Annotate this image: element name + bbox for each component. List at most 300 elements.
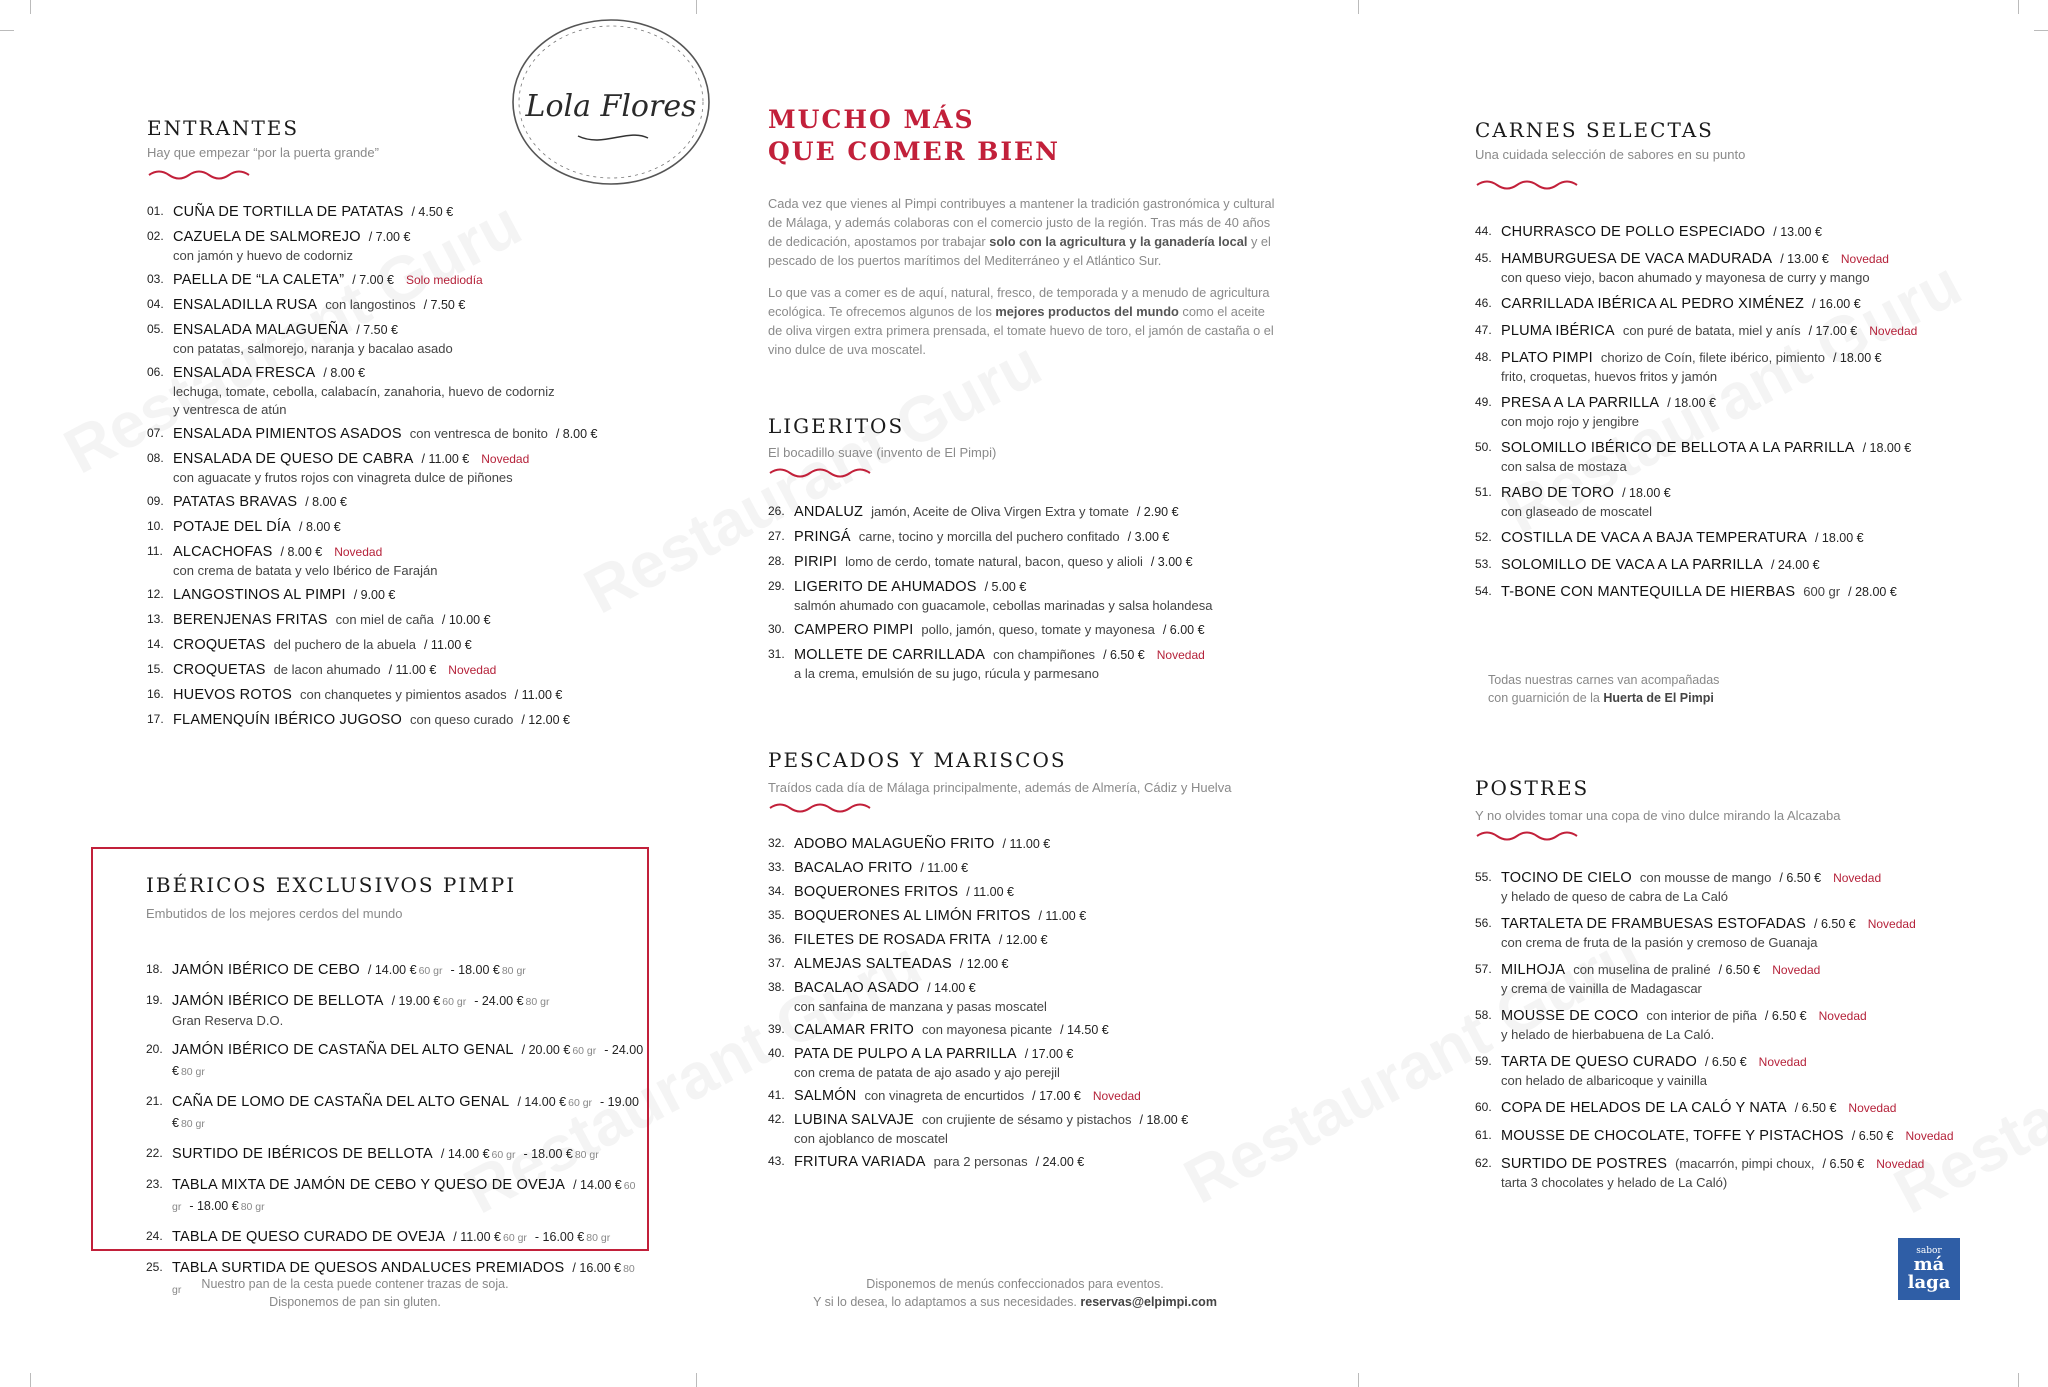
menu-item [768,906,1328,926]
item-number: 10. [147,519,164,533]
item-body [1501,222,2035,242]
item-body [1501,1052,2035,1090]
item-price: / 14.00 € [517,1095,567,1109]
item-body [172,1144,646,1165]
item-price: / 7.50 € [356,323,398,337]
ligeritos-list [768,502,1328,688]
menu-item [147,363,637,419]
item-price: / 7.00 € [368,230,411,244]
crop-mark [30,1373,31,1387]
item-weight: 60 gr [172,1180,636,1213]
item-description: con ventresca de bonito [409,426,548,441]
item-name: HUEVOS ROTOS [173,687,292,703]
item-body [1501,1154,2035,1192]
item-name: ANDALUZ [794,504,864,520]
item-number: 26. [768,504,785,518]
menu-item [146,1040,646,1082]
item-number: 04. [147,297,164,311]
item-body [794,834,1328,854]
section-title-carnes: CARNES SELECTAS [1475,118,1714,142]
item-number: 09. [147,494,164,508]
item-price: / 6.00 € [1162,623,1205,637]
item-body [794,620,1328,640]
item-price: / 6.50 € [1814,917,1856,931]
item-name: SOLOMILLO IBÉRICO DE BELLOTA A LA PARRILLA [1501,440,1855,456]
item-price: / 7.00 € [352,273,394,287]
item-number: 59. [1475,1054,1492,1068]
menu-item [768,1110,1328,1148]
item-weight: 80 gr [180,1118,205,1130]
item-body [794,906,1328,926]
lola-flores-logo [508,16,714,188]
item-name: TABLA DE QUESO CURADO DE OVEJA [172,1229,446,1245]
menu-item [1475,1006,2035,1044]
crop-mark [2034,30,2048,31]
item-subtext: y helado de queso de cabra de La Caló [1501,889,1728,904]
item-description: con vinagreta de encurtidos [864,1088,1025,1103]
item-name: PATA DE PULPO A LA PARRILLA [794,1046,1017,1062]
item-name: PLUMA IBÉRICA [1501,323,1615,339]
novedad-tag: Novedad [1758,1055,1807,1069]
item-description: con mousse de mango [1639,870,1772,885]
item-name: ENSALADA MALAGUEÑA [173,322,349,338]
item-name: JAMÓN IBÉRICO DE BELLOTA [172,993,384,1009]
item-subtext: con queso viejo, bacon ahumado y mayonesa de curry y mango [1501,270,1870,285]
novedad-tag: Novedad [1156,648,1205,662]
item-name: ENSALADILLA RUSA [173,297,318,313]
menu-item [768,620,1328,640]
novedad-tag: Novedad [1772,963,1821,977]
section-subtitle-ligeritos: El bocadillo suave (invento de El Pimpi) [768,445,997,460]
item-weight: 80 gr [240,1201,265,1213]
footer-events-note: Disponemos de menús confeccionados para eventos. Y si lo desea, lo adaptamos a sus necesidades. reservas@elpimpi.com [813,1277,1217,1309]
item-price: / 9.00 € [353,588,396,602]
menu-item [1475,348,2035,386]
item-body [794,858,1328,878]
item-body [1501,582,2035,602]
menu-item [1475,1126,2035,1146]
item-body [172,1040,646,1082]
item-price: / 18.00 € [1862,441,1912,455]
item-price: / 11.00 € [1038,909,1087,923]
item-number: 19. [146,993,163,1007]
item-number: 25. [146,1260,163,1274]
item-description: de lacon ahumado [273,662,381,677]
item-number: 08. [147,451,164,465]
item-description: con muselina de praliné [1573,962,1711,977]
item-number: 49. [1475,395,1492,409]
item-name: BERENJENAS FRITAS [173,612,328,628]
item-price: / 6.50 € [1718,963,1761,977]
item-name: TARTA DE QUESO CURADO [1501,1054,1697,1070]
item-body [173,363,637,419]
item-price: / 18.00 € [1622,486,1671,500]
item-weight: 80 gr [574,1149,599,1161]
section-subtitle-entrantes: Hay que empezar “por la puerta grande” [147,145,379,160]
item-subtext: con glaseado de moscatel [1501,504,1653,519]
item-number: 05. [147,322,164,336]
section-subtitle-ibericos: Embutidos de los mejores cerdos del mundo [146,906,403,921]
item-number: 12. [147,587,164,601]
item-weight: 60 gr [502,1232,527,1244]
section-title-entrantes: ENTRANTES [147,116,300,140]
item-price: / 11.00 € [388,663,437,677]
item-number: 60. [1475,1100,1492,1114]
item-subtext: con jamón y huevo de codorniz [173,248,353,263]
item-name: LUBINA SALVAJE [794,1112,914,1128]
item-subtext: y helado de hierbabuena de La Caló. [1501,1027,1715,1042]
item-price: / 14.00 € [440,1147,490,1161]
item-subtext: lechuga, tomate, cebolla, calabacín, zanahoria, huevo de codorniz [173,384,555,399]
item-price: / 17.00 € [1808,324,1858,338]
section-subtitle-postres: Y no olvides tomar una copa de vino dulce mirando la Alcazaba [1475,808,1841,823]
item-price: / 18.00 € [1832,351,1882,365]
item-name: PATATAS BRAVAS [173,494,298,510]
item-price: / 17.00 € [1032,1089,1081,1103]
item-number: 02. [147,229,164,243]
item-body [794,645,1328,683]
item-subtext: con mojo rojo y jengibre [1501,414,1640,429]
item-price: / 8.00 € [299,520,341,534]
menu-item [768,502,1328,522]
item-body [794,527,1328,547]
menu-item [768,1152,1328,1172]
item-price: / 11.00 € [920,861,969,875]
menu-item [147,635,637,655]
item-price: / 7.50 € [423,298,466,312]
item-number: 03. [147,272,164,286]
item-number: 11. [147,544,163,558]
menu-item [1475,582,2035,602]
menu-item [768,1020,1328,1040]
item-weight: 60 gr [418,965,443,977]
crop-mark [696,1373,697,1387]
ibericos-list [146,960,646,1310]
item-number: 61. [1475,1128,1492,1142]
menu-item [768,834,1328,854]
item-body [794,1044,1328,1082]
item-body [794,577,1328,615]
item-body [794,1110,1328,1148]
item-name: RABO DE TORO [1501,485,1615,501]
menu-item [147,585,637,605]
item-body [794,1152,1328,1172]
item-name: PRINGÁ [794,529,851,545]
item-price: / 6.50 € [1822,1157,1865,1171]
menu-item [1475,1154,2035,1192]
item-name: COSTILLA DE VACA A BAJA TEMPERATURA [1501,530,1807,546]
crop-mark [30,0,31,14]
crop-mark [1358,1373,1359,1387]
item-body [173,610,637,630]
item-body [794,954,1328,974]
item-number: 55. [1475,870,1492,884]
item-price: / 5.00 € [984,580,1027,594]
menu-item [147,270,637,290]
menu-item [146,960,646,981]
item-price-large: - 18.00 € [189,1199,239,1213]
item-name: TABLA MIXTA DE JAMÓN DE CEBO Y QUESO DE OVEJA [172,1177,566,1193]
item-price: / 24.00 € [1035,1155,1085,1169]
item-number: 62. [1475,1156,1492,1170]
item-name: MOLLETE DE CARRILLADA [794,647,986,663]
item-subtext: con salsa de mostaza [1501,459,1627,474]
menu-item [1475,960,2035,998]
item-number: 57. [1475,962,1492,976]
item-description: con interior de piña [1646,1008,1757,1023]
novedad-tag: Solo mediodía [406,273,483,287]
item-body [1501,1006,2035,1044]
intro-paragraph-1: Cada vez que vienes al Pimpi contribuyes a mantener la tradición gastronómica y cultural de Málaga, y además colaboras con el comercio justo de la región. Tras más de 40 años de dedicación, apostamos por trabajar solo con la agricultura y la ganadería local y el pescado de los puertos marítimos del Mediterráneo y el Atlántico Sur. [768,196,1275,268]
novedad-tag: Novedad [448,663,497,677]
email-link[interactable]: reservas@elpimpi.com [1080,1295,1217,1309]
item-price: / 6.50 € [1704,1055,1747,1069]
item-subtext: tarta 3 chocolates y helado de La Caló) [1501,1175,1728,1190]
menu-item [147,517,637,537]
item-name: T-BONE CON MANTEQUILLA DE HIERBAS [1501,584,1796,600]
item-description: con crujiente de sésamo y pistachos [921,1112,1132,1127]
item-name: BACALAO ASADO [794,980,920,996]
menu-item [146,1227,646,1248]
item-price-large: - 18.00 € [450,963,500,977]
novedad-tag: Novedad [334,545,383,559]
section-title-pescados: PESCADOS Y MARISCOS [768,748,1067,772]
item-name: TOCINO DE CIELO [1501,870,1632,886]
item-body [794,978,1328,1016]
item-body [1501,1098,2035,1118]
item-description: con champiñones [993,647,1096,662]
crop-mark [0,30,14,31]
item-subtext: y crema de vainilla de Madagascar [1501,981,1702,996]
menu-item [146,991,646,1030]
item-description: con chanquetes y pimientos asados [299,687,507,702]
item-body [794,1086,1328,1106]
item-number: 31. [768,647,785,661]
item-price: / 16.00 € [1812,297,1861,311]
novedad-tag: Novedad [481,452,530,466]
item-price: / 11.00 € [1002,837,1051,851]
menu-item [147,492,637,512]
intro-title: MUCHO MÁS QUE COMER BIEN [768,105,1060,166]
menu-item [147,202,637,222]
item-name: CROQUETAS [173,637,266,653]
item-name: FILETES DE ROSADA FRITA [794,932,991,948]
menu-item [768,1044,1328,1082]
carnes-list [1475,222,2035,609]
item-body [173,449,637,487]
item-body [172,1092,646,1134]
item-price: / 8.00 € [555,427,598,441]
item-price: / 2.90 € [1136,505,1179,519]
item-price: / 20.00 € [521,1043,571,1057]
item-subtext: salmón ahumado con guacamole, cebollas marinadas y salsa holandesa [794,598,1213,613]
carnes-note: Todas nuestras carnes van acompañadas con guarnición de la Huerta de El Pimpi [1488,673,1720,705]
item-name: ENSALADA PIMIENTOS ASADOS [173,426,402,442]
novedad-tag: Novedad [1848,1101,1897,1115]
item-number: 43. [768,1154,785,1168]
item-price: / 18.00 € [1814,531,1864,545]
item-price: / 6.50 € [1103,648,1145,662]
crop-mark [2018,1373,2019,1387]
item-number: 16. [147,687,164,701]
menu-item [147,424,637,444]
menu-item [1475,1052,2035,1090]
section-title-ibericos: IBÉRICOS EXCLUSIVOS PIMPI [146,873,517,897]
item-number: 29. [768,579,785,593]
menu-item [1475,528,2035,548]
item-number: 58. [1475,1008,1492,1022]
item-price: / 17.00 € [1024,1047,1074,1061]
item-number: 35. [768,908,785,922]
item-price-large: - 24.00 € [474,994,524,1008]
item-subtext: con crema de fruta de la pasión y cremoso de Guanaja [1501,935,1818,950]
item-price: / 14.00 € [927,981,976,995]
item-number: 47. [1475,323,1492,337]
item-price: / 8.00 € [323,366,366,380]
item-name: SOLOMILLO DE VACA A LA PARRILLA [1501,557,1763,573]
item-body [1501,294,2035,314]
menu-item [146,1144,646,1165]
item-body [1501,914,2035,952]
item-name: FRITURA VARIADA [794,1154,926,1170]
item-number: 17. [147,712,164,726]
novedad-tag: Novedad [1867,917,1916,931]
item-number: 22. [146,1146,163,1160]
menu-item [768,858,1328,878]
item-body [173,685,637,705]
item-name: JAMÓN IBÉRICO DE CASTAÑA DEL ALTO GENAL [172,1042,514,1058]
menu-item [1475,321,2035,341]
item-price: / 6.50 € [1794,1101,1837,1115]
item-body [1501,528,2035,548]
item-number: 40. [768,1046,785,1060]
item-name: CUÑA DE TORTILLA DE PATATAS [173,204,404,220]
item-body [173,542,637,580]
item-price: / 4.50 € [411,205,454,219]
item-description: pollo, jamón, queso, tomate y mayonesa [921,622,1155,637]
menu-item [147,685,637,705]
item-name: BOQUERONES AL LIMÓN FRITOS [794,908,1031,924]
item-number: 53. [1475,557,1492,571]
menu-item [147,320,637,358]
item-price: / 18.00 € [1139,1113,1189,1127]
item-description: para 2 personas [933,1154,1028,1169]
section-title-ligeritos: LIGERITOS [768,414,905,438]
item-price: / 6.50 € [1851,1129,1894,1143]
item-body [794,1020,1328,1040]
item-description: 600 gr [1803,584,1841,599]
item-number: 07. [147,426,164,440]
postres-list [1475,868,2035,1200]
item-subtext: con sanfaina de manzana y pasas moscatel [794,999,1047,1014]
item-name: POTAJE DEL DÍA [173,519,292,535]
item-name: CARRILLADA IBÉRICA AL PEDRO XIMÉNEZ [1501,296,1804,312]
menu-item [147,610,637,630]
item-number: 21. [146,1094,163,1108]
item-body [172,1227,646,1248]
item-number: 37. [768,956,785,970]
item-name: ADOBO MALAGUEÑO FRITO [794,836,995,852]
item-price: / 11.00 € [453,1230,501,1244]
item-name: PAELLA DE “LA CALETA” [173,272,345,288]
item-description: del puchero de la abuela [273,637,416,652]
item-body [173,585,637,605]
menu-item [1475,393,2035,431]
item-price: / 12.00 € [521,713,570,727]
intro-paragraph-2: Lo que vas a comer es de aquí, natural, fresco, de temporada y a menudo de agricultura ecológica. Te ofrecemos algunos de los mejores productos del mundo como el aceite de oliva virgen extra primera prensada, el tomate huevo de toro, el jamón de castaña o el vino dulce de uva moscatel. [768,285,1274,357]
item-name: MOUSSE DE CHOCOLATE, TOFFE Y PISTACHOS [1501,1128,1844,1144]
item-body [1501,868,2035,906]
entrantes-list [147,202,637,735]
menu-item [146,1092,646,1134]
menu-item [147,542,637,580]
item-body [173,492,637,512]
item-body [1501,249,2035,287]
item-number: 56. [1475,916,1492,930]
menu-item [147,449,637,487]
menu-item [147,295,637,315]
item-name: CROQUETAS [173,662,266,678]
item-price: / 6.50 € [1779,871,1822,885]
item-name: CALAMAR FRITO [794,1022,914,1038]
footer-bread-note: Nuestro pan de la cesta puede contener trazas de soja. Disponemos de pan sin gluten. [201,1277,509,1309]
item-price: / 8.00 € [280,545,323,559]
section-subtitle-pescados: Traídos cada día de Málaga principalmente, además de Almería, Cádiz y Huelva [768,780,1232,795]
item-price-large: - 19.00 € [172,1095,639,1130]
menu-item [1475,914,2035,952]
item-name: BOQUERONES FRITOS [794,884,959,900]
item-number: 54. [1475,584,1492,598]
item-number: 13. [147,612,164,626]
item-body [1501,960,2035,998]
item-name: MILHOJA [1501,962,1566,978]
menu-item [147,660,637,680]
item-name: ALMEJAS SALTEADAS [794,956,952,972]
item-number: 46. [1475,296,1492,310]
item-number: 36. [768,932,785,946]
menu-item [1475,483,2035,521]
item-number: 28. [768,554,785,568]
item-body [173,660,637,680]
item-description: (macarrón, pimpi choux, [1675,1156,1815,1171]
section-subtitle-carnes: Una cuidada selección de sabores en su punto [1475,147,1746,162]
squiggle-divider [768,466,918,480]
item-name: COPA DE HELADOS DE LA CALÓ Y NATA [1501,1100,1787,1116]
item-number: 39. [768,1022,785,1036]
item-number: 51. [1475,485,1492,499]
item-subtext: Gran Reserva D.O. [172,1013,284,1028]
item-number: 06. [147,365,164,379]
menu-item [1475,294,2035,314]
menu-item [146,1175,646,1217]
item-price-large: - 18.00 € [523,1147,573,1161]
item-subtext: con aguacate y frutos rojos con vinagreta dulce de piñones [173,470,513,485]
item-price: / 24.00 € [1770,558,1820,572]
item-name: ALCACHOFAS [173,544,273,560]
menu-item [768,978,1328,1016]
item-body [172,960,646,981]
menu-item [768,882,1328,902]
item-body [794,930,1328,950]
item-price: / 14.00 € [367,963,417,977]
menu-item [768,930,1328,950]
item-name: LIGERITO DE AHUMADOS [794,579,977,595]
novedad-tag: Novedad [1833,871,1882,885]
item-weight: 60 gr [568,1097,593,1109]
item-body [794,502,1328,522]
novedad-tag: Novedad [1876,1157,1925,1171]
item-number: 14. [147,637,164,651]
